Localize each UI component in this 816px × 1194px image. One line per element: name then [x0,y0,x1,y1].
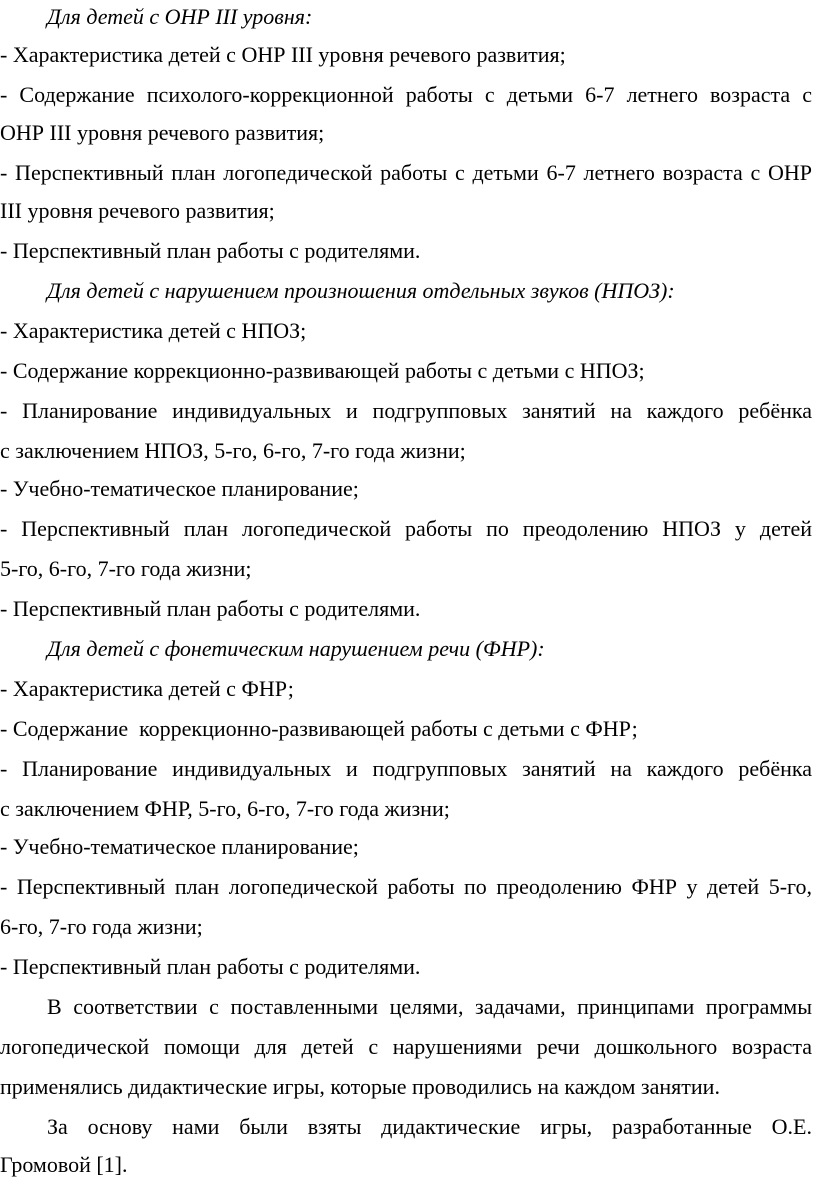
list-item-fnr-plan: - Перспективный план логопедической работы по преодолению ФНР у детей 5-го, [0,874,812,899]
list-item-fnr-planning: - Планирование индивидуальных и подгрупповых занятий на каждого ребёнка [0,756,812,781]
list-item-npoz-thematic: - Учебно-тематическое планирование; [0,476,359,501]
list-item-npoz-content: - Содержание коррекционно-развивающей работы с детьми с НПОЗ; [0,358,645,383]
list-item-onr-plan: - Перспективный план логопедической работы с детьми 6-7 летнего возраста с ОНР [0,160,812,185]
section-heading-fnr: Для детей с фонетическим нарушением речи (ФНР): [47,636,545,661]
list-item-fnr-thematic: - Учебно-тематическое планирование; [0,834,359,859]
list-item-fnr-characteristics: - Характеристика детей с ФНР; [0,676,294,701]
list-item-onr-plan-cont: III уровня речевого развития; [0,198,275,223]
list-item-onr-parents: - Перспективный план работы с родителями. [0,238,421,263]
list-item-onr-content: - Содержание психолого-коррекционной работы с детьми 6-7 летнего возраста с [0,82,812,107]
list-item-fnr-plan-cont: 6-го, 7-го года жизни; [0,914,203,939]
list-item-npoz-parents: - Перспективный план работы с родителями. [0,596,421,621]
paragraph-games-line-2: логопедической помощи для детей с нарушениями речи дошкольного возраста [0,1034,812,1059]
list-item-fnr-planning-cont: с заключением ФНР, 5-го, 6-го, 7-го года жизни; [0,796,450,821]
section-heading-npoz: Для детей с нарушением произношения отдельных звуков (НПОЗ): [47,278,675,303]
list-item-fnr-parents: - Перспективный план работы с родителями. [0,954,421,979]
list-item-onr-characteristics: - Характеристика детей с ОНР III уровня речевого развития; [0,42,566,67]
paragraph-games-line-1: В соответствии с поставленными целями, задачами, принципами программы [47,994,812,1019]
list-item-fnr-content: - Содержание коррекционно-развивающей работы с детьми с ФНР; [0,716,638,741]
list-item-npoz-planning: - Планирование индивидуальных и подгрупповых занятий на каждого ребёнка [0,398,812,423]
paragraph-basis-line-2: Громовой [1]. [0,1152,128,1177]
paragraph-basis-line-1: За основу нами были взяты дидактические игры, разработанные О.Е. [47,1114,812,1139]
list-item-onr-content-cont: ОНР III уровня речевого развития; [0,120,325,145]
list-item-npoz-plan-cont: 5-го, 6-го, 7-го года жизни; [0,556,252,581]
section-heading-onr: Для детей с ОНР III уровня: [47,4,313,29]
list-item-npoz-characteristics: - Характеристика детей с НПОЗ; [0,318,307,343]
list-item-npoz-plan: - Перспективный план логопедической работы по преодолению НПОЗ у детей [0,516,812,541]
list-item-npoz-planning-cont: с заключением НПОЗ, 5-го, 6-го, 7-го года жизни; [0,438,466,463]
paragraph-games-line-3: применялись дидактические игры, которые проводились на каждом занятии. [0,1074,720,1099]
